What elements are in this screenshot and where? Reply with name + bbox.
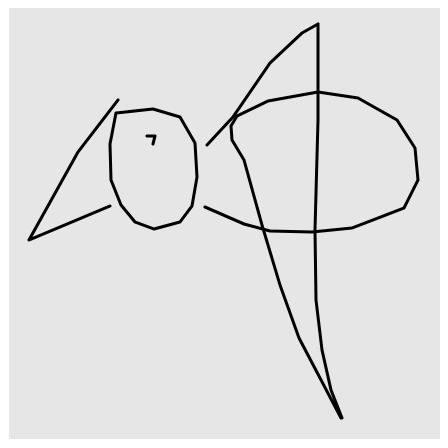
top-fin-stroke: [207, 24, 318, 145]
vertical-line-stroke: [315, 24, 342, 418]
head-circle-stroke: [110, 109, 197, 229]
neck-connector-stroke: [205, 207, 244, 224]
eye-mark-stroke: [147, 136, 155, 144]
left-fin-stroke: [29, 100, 118, 240]
diagonal-tail-stroke: [231, 126, 341, 418]
